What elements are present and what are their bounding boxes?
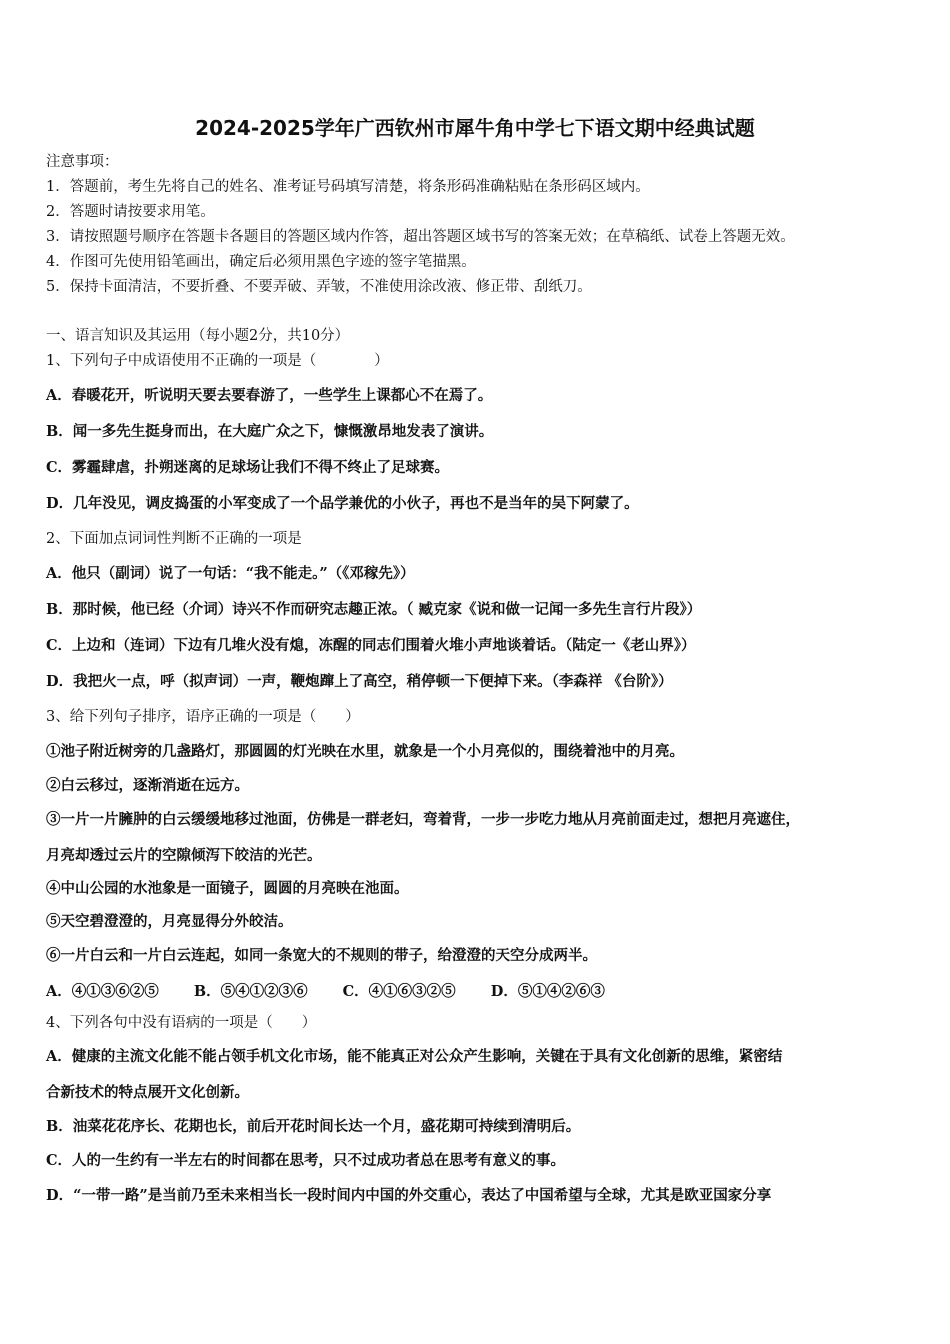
question-1-option-c: C．雾霾肆虐，扑朔迷离的足球场让我们不得不终止了足球赛。 xyxy=(46,459,450,476)
question-1-option-d: D．几年没见，调皮捣蛋的小军变成了一个品学兼优的小伙子，再也不是当年的吴下阿蒙了。 xyxy=(46,495,639,512)
question-3-sentence-6: ⑥一片白云和一片白云连起，如同一条宽大的不规则的带子，给澄澄的天空分成两半。 xyxy=(46,947,597,964)
question-4-stem: 4、下列各句中没有语病的一项是（ ） xyxy=(46,1015,317,1031)
notice-item-2: 2．答题时请按要求用笔。 xyxy=(46,204,215,220)
notice-heading: 注意事项： xyxy=(46,154,119,170)
question-1-stem: 1、下列句子中成语使用不正确的一项是（ ） xyxy=(46,353,389,369)
question-3-sentence-3-cont: 月亮却透过云片的空隙倾泻下皎洁的光芒。 xyxy=(46,847,322,864)
question-3-option-b: B．⑤④①②③⑥ xyxy=(193,983,308,1000)
notice-item-4: 4．作图可先使用铅笔画出，确定后必须用黑色字迹的签字笔描黑。 xyxy=(46,254,476,270)
question-3-option-a: A．④①③⑥②⑤ xyxy=(46,983,159,1000)
question-3-sentence-2: ②白云移过，逐渐消逝在远方。 xyxy=(46,777,249,794)
question-2-option-a: A．他只（副词）说了一句话：“我不能走。”（《邓稼先》） xyxy=(46,565,415,582)
question-2-option-b: B．那时候，他已经（介词）诗兴不作而研究志趣正浓。（ 臧克家《说和做一记闻一多先生言行片段》） xyxy=(46,601,702,618)
question-4-option-d: D．“一带一路”是当前乃至未来相当长一段时间内中国的外交重心，表达了中国希望与全球，尤其是欧亚国家分享 xyxy=(46,1187,772,1204)
question-4-option-b: B．油菜花花序长、花期也长，前后开花时间长达一个月，盛花期可持续到清明后。 xyxy=(46,1118,581,1135)
question-1-option-a: A．春暖花开，听说明天要去要春游了，一些学生上课都心不在焉了。 xyxy=(46,387,493,404)
question-3-sentence-3: ③一片一片臃肿的白云缓缓地移过池面，仿佛是一群老妇，弯着背，一步一步吃力地从月亮前面走过，想把月亮遮住， xyxy=(46,811,800,828)
question-3-stem: 3、给下列句子排序，语序正确的一项是（ ） xyxy=(46,709,360,725)
question-2-stem: 2、下面加点词词性判断不正确的一项是 xyxy=(46,531,302,547)
question-3-sentence-5: ⑤天空碧澄澄的，月亮显得分外皎洁。 xyxy=(46,913,293,930)
question-3-option-c: C．④①⑥③②⑤ xyxy=(342,983,456,1000)
question-3-sentence-4: ④中山公园的水池象是一面镜子，圆圆的月亮映在池面。 xyxy=(46,880,409,897)
question-1-option-b: B．闻一多先生挺身而出，在大庭广众之下，慷慨激昂地发表了演讲。 xyxy=(46,423,494,440)
notice-item-1: 1．答题前，考生先将自己的姓名、准考证号码填写清楚，将条形码准确粘贴在条形码区域内。 xyxy=(46,179,650,195)
notice-item-5: 5．保持卡面清洁，不要折叠、不要弄破、弄皱，不准使用涂改液、修正带、刮纸刀。 xyxy=(46,279,592,295)
question-3-option-d: D．⑤①④②⑥③ xyxy=(490,983,605,1000)
notice-item-3: 3．请按照题号顺序在答题卡各题目的答题区域内作答，超出答题区域书写的答案无效；在草稿纸、试卷上答题无效。 xyxy=(46,229,795,245)
question-3-options xyxy=(46,980,635,1001)
section-heading: 一、语言知识及其运用（每小题2分，共10分） xyxy=(46,328,350,344)
question-4-option-c: C．人的一生约有一半左右的时间都在思考，只不过成功者总在思考有意义的事。 xyxy=(46,1152,566,1169)
question-4-option-a-cont: 合新技术的特点展开文化创新。 xyxy=(46,1084,249,1101)
question-2-option-c: C．上边和（连词）下边有几堆火没有熄，冻醒的同志们围着火堆小声地谈着话。（陆定一《老山界》） xyxy=(46,637,696,654)
question-3-sentence-1: ①池子附近树旁的几盏路灯，那圆圆的灯光映在水里，就象是一个小月亮似的，围绕着池中的月亮。 xyxy=(46,743,684,760)
question-4-option-a: A．健康的主流文化能不能占领手机文化市场，能不能真正对公众产生影响，关键在于具有文化创新的思维，紧密结 xyxy=(46,1048,783,1065)
page-title: 2024-2025学年广西钦州市犀牛角中学七下语文期中经典试题 xyxy=(195,116,755,140)
question-2-option-d: D．我把火一点，呼（拟声词）一声，鞭炮蹿上了高空，稍停顿一下便掉下来。（李森祥 《台阶》） xyxy=(46,673,673,690)
